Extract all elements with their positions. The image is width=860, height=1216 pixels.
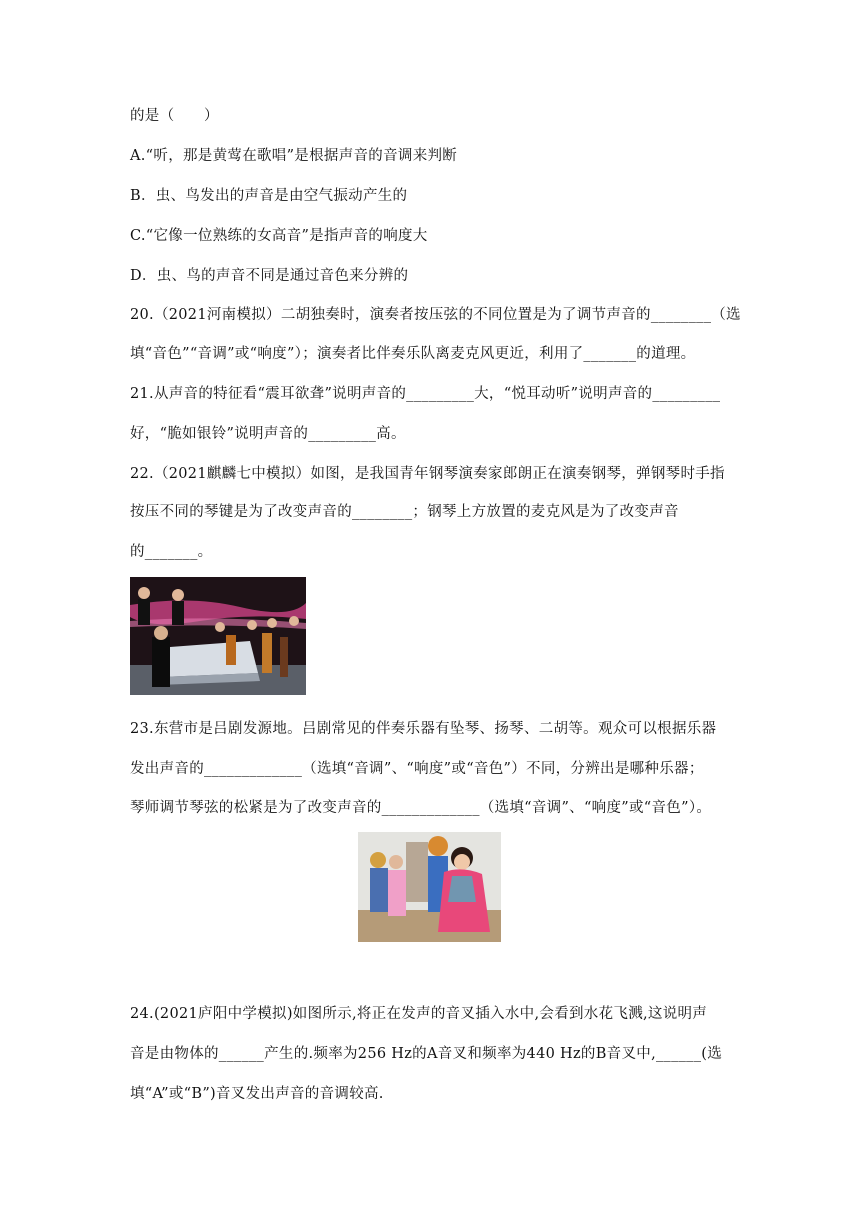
q24-line-2: 音是由物体的______产生的.频率为256 Hz的A音叉和频率为440 Hz的B音叉中,______(选 (130, 1046, 723, 1062)
q22-line-2: 按压不同的琴键是为了改变声音的________；钢琴上方放置的麦克风是为了改变声音 (130, 504, 679, 520)
q19-option-b: B．虫、鸟发出的声音是由空气振动产生的 (130, 188, 408, 204)
q19-option-d: D．虫、鸟的声音不同是通过音色来分辨的 (130, 268, 409, 284)
q21-line-2: 好，“脆如银铃”说明声音的_________高。 (130, 426, 406, 442)
q24-line-3: 填“A”或“B”)音叉发出声音的音调较高. (130, 1086, 384, 1102)
q20-line-2: 填“音色”“音调”或“响度”）；演奏者比伴奏乐队离麦克风更近，利用了_______的道理。 (130, 346, 696, 362)
q24-line-1: 24.(2021庐阳中学模拟)如图所示,将正在发声的音叉插入水中,会看到水花飞溅,这说明声 (130, 1006, 708, 1022)
q22-line-3: 的_______。 (130, 544, 213, 560)
opera-costume-children-photo (358, 832, 501, 942)
q23-line-2: 发出声音的_____________（选填“音调”、“响度”或“音色”）不同，分辨出是哪种乐器； (130, 761, 704, 777)
q21-line-1: 21.从声音的特征看“震耳欲聋”说明声音的_________大，“悦耳动听”说明声音的_________ (130, 386, 721, 402)
q19-option-c: C.“它像一位熟练的女高音”是指声音的响度大 (130, 228, 428, 244)
pianist-performance-photo (130, 577, 306, 695)
q20-line-1: 20.（2021河南模拟）二胡独奏时，演奏者按压弦的不同位置是为了调节声音的________（选 (130, 307, 741, 323)
q23-line-1: 23.东营市是吕剧发源地。吕剧常见的伴奏乐器有坠琴、扬琴、二胡等。观众可以根据乐器 (130, 721, 717, 737)
q22-line-1: 22.（2021麒麟七中模拟）如图，是我国青年钢琴演奏家郎朗正在演奏钢琴，弹钢琴时手指 (130, 466, 725, 482)
q23-line-3: 琴师调节琴弦的松紧是为了改变声音的_____________（选填“音调”、“响度”或“音色”）。 (130, 800, 712, 816)
q19-stem-tail: 的是（ ） (130, 108, 219, 124)
q19-option-a: A.“听，那是黄莺在歌唱”是根据声音的音调来判断 (130, 148, 458, 164)
